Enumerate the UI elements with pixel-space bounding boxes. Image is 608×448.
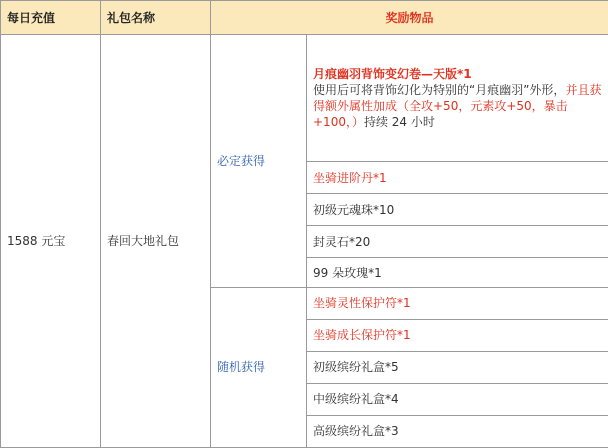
random-label: 随机获得 [211, 287, 307, 447]
header-recharge: 每日充值 [1, 1, 101, 35]
random-item: 坐骑成长保护符*1 [307, 319, 608, 351]
guaranteed-item: 初级元魂珠*10 [307, 194, 608, 226]
main-item-title: 月痕幽羽背饰变幻卷—天版*1 [313, 67, 472, 82]
table-row [1, 35, 608, 162]
guaranteed-item: 99 朵玫瑰*1 [307, 258, 608, 288]
package-name: 春回大地礼包 [101, 35, 211, 448]
header-reward-items: 奖励物品 [211, 1, 608, 35]
guaranteed-main-item [307, 35, 608, 162]
random-item: 坐骑灵性保护符*1 [307, 287, 608, 319]
guaranteed-item: 坐骑进阶丹*1 [307, 162, 608, 194]
main-item-desc-part1: 使用后可将背饰幻化为特别的“月痕幽羽”外形， [313, 83, 566, 98]
recharge-amount: 1588 元宝 [1, 35, 101, 448]
random-item: 高级缤纷礼盒*3 [307, 415, 608, 447]
header-package-name: 礼包名称 [101, 1, 211, 35]
random-item: 初级缤纷礼盒*5 [307, 351, 608, 383]
main-item-desc-part2: 持续 24 小时 [363, 115, 435, 130]
random-item: 中级缤纷礼盒*4 [307, 383, 608, 415]
table-header-row [1, 1, 608, 35]
guaranteed-label: 必定获得 [211, 35, 307, 288]
main-item-desc-bonus: 并且获得额外属性加成（全攻+50，元素攻+50，暴击+100，） [313, 83, 602, 130]
guaranteed-item: 封灵石*20 [307, 226, 608, 258]
